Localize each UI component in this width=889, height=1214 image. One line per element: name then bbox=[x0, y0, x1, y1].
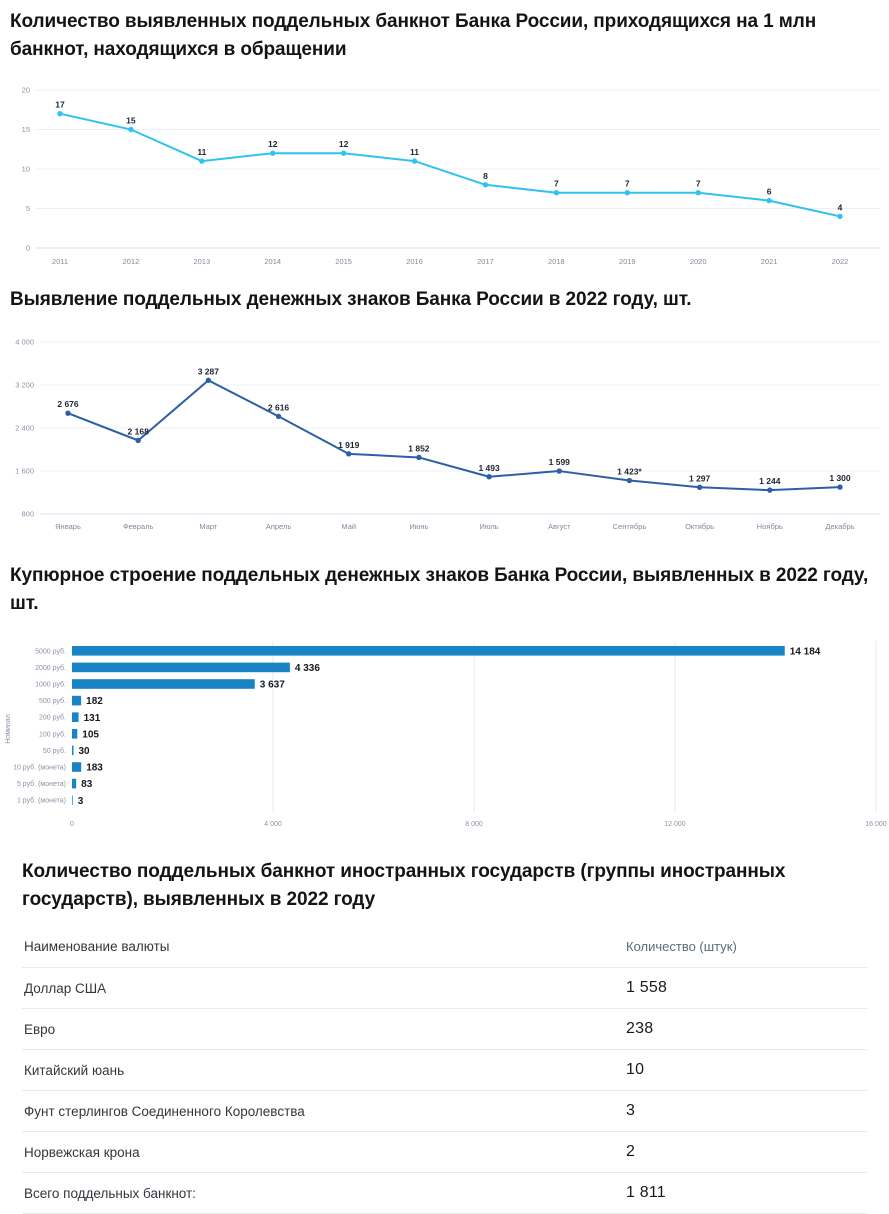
bar-value-label: 30 bbox=[78, 746, 90, 757]
x-category-label: Март bbox=[199, 522, 218, 531]
y-category-label: 5000 руб. bbox=[35, 648, 66, 656]
data-point bbox=[766, 198, 771, 203]
currency-name-cell: Фунт стерлингов Соединенного Королевства bbox=[24, 1103, 305, 1119]
data-point bbox=[341, 151, 346, 156]
x-category-label: 2019 bbox=[618, 257, 636, 266]
bar-value-label: 183 bbox=[86, 762, 103, 774]
count-cell: 1 811 bbox=[626, 1184, 666, 1201]
monthly-line-chart bbox=[0, 330, 889, 534]
currency-name-cell: Доллар США bbox=[24, 980, 107, 996]
bar bbox=[72, 646, 785, 656]
data-point-label: 2 168 bbox=[127, 426, 149, 437]
count-cell: 238 bbox=[626, 1020, 654, 1037]
bar bbox=[72, 712, 79, 722]
monthly-chart-container bbox=[0, 330, 889, 534]
x-category-label: Апрель bbox=[265, 522, 292, 531]
y-category-label: 500 руб. bbox=[39, 698, 66, 706]
table-body bbox=[22, 967, 867, 1214]
data-point-label: 8 bbox=[483, 170, 488, 181]
data-point-label: 1 852 bbox=[408, 443, 430, 454]
x-category-label: 2014 bbox=[264, 257, 282, 266]
y-category-label: 2000 руб. bbox=[35, 664, 66, 672]
y-tick-label: 4 000 bbox=[15, 337, 34, 347]
data-point bbox=[627, 478, 632, 483]
x-category-label: 2013 bbox=[193, 257, 211, 266]
x-category-label: 2012 bbox=[122, 257, 140, 266]
data-point bbox=[697, 485, 702, 490]
x-category-label: 2022 bbox=[831, 257, 849, 266]
x-tick-label: 4 000 bbox=[264, 821, 282, 828]
data-point-label: 1 297 bbox=[688, 473, 711, 484]
bar bbox=[72, 663, 290, 673]
bar bbox=[72, 729, 77, 739]
data-point bbox=[346, 451, 351, 456]
per-million-line-chart bbox=[0, 80, 889, 272]
x-tick-label: 8 000 bbox=[465, 821, 483, 828]
data-point-label: 7 bbox=[553, 178, 559, 189]
data-point bbox=[270, 151, 275, 156]
x-category-label: 2015 bbox=[335, 257, 352, 266]
table-header-count: Количество (штук) bbox=[626, 939, 737, 954]
denomination-chart-container bbox=[0, 636, 889, 834]
x-category-label: 2018 bbox=[548, 257, 565, 266]
data-point-label: 12 bbox=[338, 139, 349, 150]
x-category-label: Май bbox=[341, 522, 357, 531]
data-point bbox=[65, 410, 70, 415]
bar bbox=[72, 762, 81, 772]
data-point-label: 11 bbox=[410, 147, 420, 158]
table-row bbox=[22, 1008, 867, 1049]
count-cell: 1 558 bbox=[626, 979, 668, 996]
bar-value-label: 4 336 bbox=[294, 663, 320, 674]
data-point bbox=[557, 468, 562, 473]
data-point bbox=[767, 487, 772, 492]
chart-title-denomination: Купюрное строение поддельных денежных знаков Банка России, выявленных в 2022 году, шт. bbox=[10, 565, 869, 614]
data-point bbox=[57, 111, 62, 116]
x-tick-label: 0 bbox=[70, 821, 74, 828]
x-category-label: 2011 bbox=[51, 257, 69, 266]
data-line bbox=[68, 380, 840, 490]
data-point bbox=[128, 127, 133, 132]
data-point-label: 17 bbox=[55, 99, 65, 110]
data-point-label: 7 bbox=[624, 178, 630, 189]
data-point-label: 3 287 bbox=[197, 366, 220, 377]
bar bbox=[72, 795, 73, 805]
bar bbox=[72, 696, 81, 706]
currency-name-cell: Китайский юань bbox=[24, 1062, 125, 1078]
data-point-label: 1 493 bbox=[478, 462, 500, 473]
foreign-currency-table bbox=[22, 926, 867, 1214]
data-point bbox=[695, 190, 700, 195]
y-tick-label: 10 bbox=[21, 164, 30, 174]
y-tick-label: 2 400 bbox=[15, 423, 34, 433]
bar-value-label: 83 bbox=[81, 779, 93, 791]
bar bbox=[72, 779, 76, 789]
x-category-label: Июль bbox=[479, 522, 499, 531]
x-category-label: 2020 bbox=[689, 257, 707, 266]
count-cell: 2 bbox=[626, 1143, 636, 1160]
bar-value-label: 3 637 bbox=[259, 679, 285, 691]
x-category-label: Ноябрь bbox=[756, 522, 783, 531]
y-tick-label: 0 bbox=[25, 243, 30, 253]
x-category-label: 2017 bbox=[477, 257, 494, 266]
bar-value-label: 131 bbox=[83, 712, 101, 724]
data-point bbox=[135, 438, 140, 443]
data-point-label: 1 244 bbox=[759, 476, 781, 487]
y-tick-label: 20 bbox=[21, 85, 30, 95]
per-million-chart-container bbox=[0, 80, 889, 272]
table-row bbox=[22, 1172, 867, 1213]
data-point bbox=[837, 484, 842, 489]
table-header-currency: Наименование валюты bbox=[24, 939, 170, 954]
y-tick-label: 5 bbox=[25, 204, 30, 214]
data-point-label: 2 676 bbox=[57, 399, 79, 410]
data-point bbox=[206, 378, 211, 383]
y-category-label: 10 руб. (монета) bbox=[13, 764, 66, 772]
y-category-label: 1000 руб. bbox=[35, 681, 66, 689]
data-point-label: 2 616 bbox=[267, 402, 290, 413]
data-point-label: 1 919 bbox=[338, 439, 360, 450]
count-cell: 10 bbox=[626, 1061, 645, 1078]
table-row bbox=[22, 1049, 867, 1090]
table-row bbox=[22, 1131, 867, 1172]
y-axis-title: Номинал bbox=[5, 714, 12, 744]
x-tick-label: 16 000 bbox=[865, 821, 887, 828]
data-point bbox=[837, 214, 842, 219]
bar-value-label: 105 bbox=[82, 729, 99, 741]
x-category-label: Август bbox=[547, 522, 571, 531]
data-point bbox=[412, 158, 417, 163]
data-point bbox=[554, 190, 559, 195]
bar-value-label: 14 184 bbox=[789, 646, 821, 658]
chart-title-per-million: Количество выявленных поддельных банкнот Банка России, приходящихся на 1 млн банкнот, находящихся в обращении bbox=[10, 11, 817, 60]
y-tick-label: 800 bbox=[21, 509, 34, 519]
y-category-label: 50 руб. bbox=[42, 747, 66, 755]
table-row bbox=[22, 1090, 867, 1131]
x-category-label: 2016 bbox=[406, 257, 423, 266]
data-point-label: 1 423* bbox=[617, 466, 642, 477]
data-point-label: 15 bbox=[126, 115, 136, 126]
data-point-label: 1 300 bbox=[829, 473, 851, 484]
x-tick-label: 12 000 bbox=[664, 821, 686, 828]
x-category-label: Февраль bbox=[122, 522, 154, 531]
data-point-label: 7 bbox=[695, 178, 701, 189]
bar bbox=[72, 679, 255, 689]
data-point bbox=[486, 474, 491, 479]
data-point-label: 11 bbox=[197, 147, 207, 158]
data-point bbox=[483, 182, 488, 187]
data-point-label: 1 599 bbox=[548, 457, 570, 468]
chart-title-monthly: Выявление поддельных денежных знаков Банка России в 2022 году, шт. bbox=[10, 289, 692, 310]
y-category-label: 5 руб. (монета) bbox=[16, 781, 66, 789]
bar-value-label: 182 bbox=[86, 696, 103, 708]
y-category-label: 200 руб. bbox=[39, 714, 66, 722]
currency-name-cell: Евро bbox=[24, 1021, 56, 1037]
data-point bbox=[625, 190, 630, 195]
y-tick-label: 3 200 bbox=[15, 380, 34, 390]
data-point-label: 6 bbox=[766, 186, 772, 197]
x-category-label: Декабрь bbox=[825, 522, 855, 531]
bar bbox=[72, 746, 74, 756]
x-category-label: Июнь bbox=[409, 522, 429, 531]
x-category-label: Октябрь bbox=[685, 522, 715, 531]
data-point-label: 4 bbox=[837, 202, 843, 213]
y-category-label: 1 руб. (монета) bbox=[16, 797, 66, 805]
data-point bbox=[416, 455, 421, 460]
y-category-label: 100 руб. bbox=[39, 731, 66, 739]
data-point bbox=[276, 414, 281, 419]
x-category-label: Январь bbox=[55, 522, 81, 531]
data-point-label: 12 bbox=[267, 139, 278, 150]
table-title-foreign: Количество поддельных банкнот иностранных государств (группы иностранных государств), выявленных в 2022 году bbox=[22, 861, 786, 910]
denomination-bar-chart bbox=[0, 636, 889, 834]
currency-name-cell: Норвежская крона bbox=[24, 1144, 140, 1160]
y-tick-label: 15 bbox=[21, 125, 30, 135]
x-category-label: Сентябрь bbox=[612, 522, 647, 531]
count-cell: 3 bbox=[626, 1102, 636, 1119]
table-header-row bbox=[22, 926, 867, 967]
table-row bbox=[22, 967, 867, 1008]
data-point bbox=[199, 158, 204, 163]
currency-name-cell: Всего поддельных банкнот: bbox=[24, 1185, 196, 1201]
x-category-label: 2021 bbox=[760, 257, 778, 266]
y-tick-label: 1 600 bbox=[15, 466, 34, 476]
bar-value-label: 3 bbox=[77, 795, 84, 807]
